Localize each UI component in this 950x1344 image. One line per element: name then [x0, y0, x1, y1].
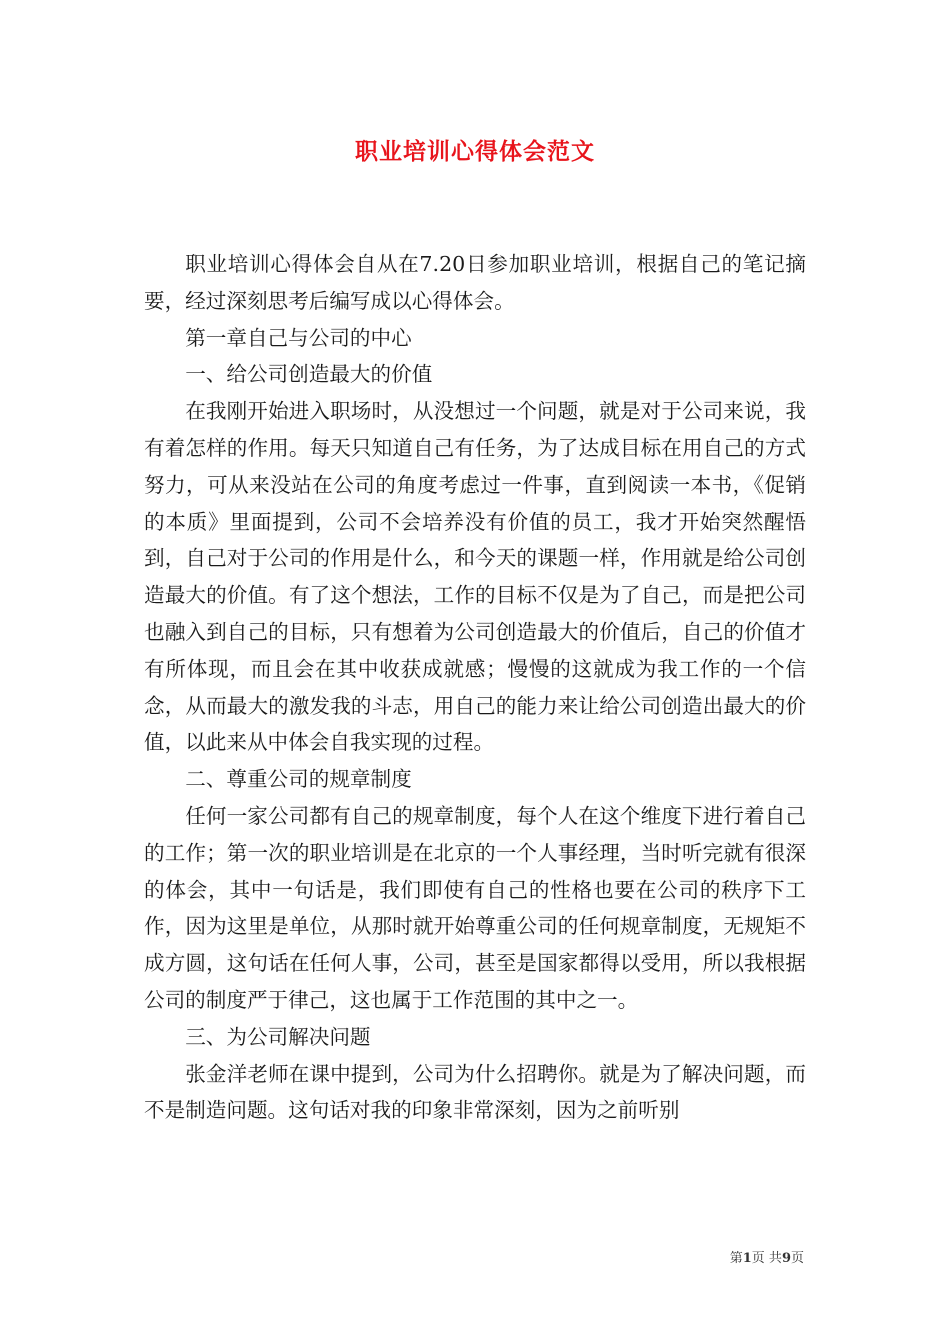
paragraph: 职业培训心得体会自从在7.20日参加职业培训，根据自己的笔记摘要，经过深刻思考后编写成以心得体会。: [144, 252, 806, 313]
chapter-heading: 第一章自己与公司的中心: [185, 325, 412, 350]
section-heading: 一、给公司创造最大的价值: [185, 362, 433, 387]
footer-page-number: 1: [742, 1251, 752, 1266]
section-heading: 三、为公司解决问题: [185, 1024, 371, 1049]
document-title: 职业培训心得体会范文: [355, 138, 595, 165]
section-heading: 二、尊重公司的规章制度: [185, 767, 412, 792]
footer-middle: 页 共: [751, 1251, 782, 1266]
paragraph: 在我刚开始进入职场时，从没想过一个问题，就是对于公司来说，我有着怎样的作用。每天只知道自己有任务，为了达成目标在用自己的方式努力，可从来没站在公司的角度考虑过一件事，直到阅读一本书，《促销的本质》里面提到，公司不会培养没有价值的员工，我才开始突然醒悟到，自己对于公司的作用是什么，和今天的课题一样，作用就是给公司创造最大的价值。有了这个想法，工作的目标不仅是为了自己，而是把公司也融入到自己的目标，只有想着为公司创造最大的价值后，自己的价值才有所体现，而且会在其中收获成就感；慢慢的这就成为我工作的一个信念，从而最大的激发我的斗志，用自己的能力来让给公司创造出最大的价值，以此来从中体会自我实现的过程。: [144, 399, 806, 755]
footer-prefix: 第: [729, 1251, 743, 1266]
footer-total-pages: 9: [781, 1251, 791, 1266]
page-footer: [730, 1247, 804, 1266]
document-body: [144, 246, 806, 1129]
footer-suffix: 页: [790, 1251, 804, 1266]
paragraph: 任何一家公司都有自己的规章制度，每个人在这个维度下进行着自己的工作；第一次的职业培训是在北京的一个人事经理，当时听完就有很深的体会，其中一句话是，我们即使有自己的性格也要在公司的秩序下工作，因为这里是单位，从那时就开始尊重公司的任何规章制度，无规矩不成方圆，这句话在任何人事，公司，甚至是国家都得以受用，所以我根据公司的制度严于律己，这也属于工作范围的其中之一。: [144, 803, 806, 1012]
paragraph: 张金洋老师在课中提到，公司为什么招聘你。就是为了解决问题，而不是制造问题。这句话对我的印象非常深刻，因为之前听别: [144, 1061, 806, 1123]
